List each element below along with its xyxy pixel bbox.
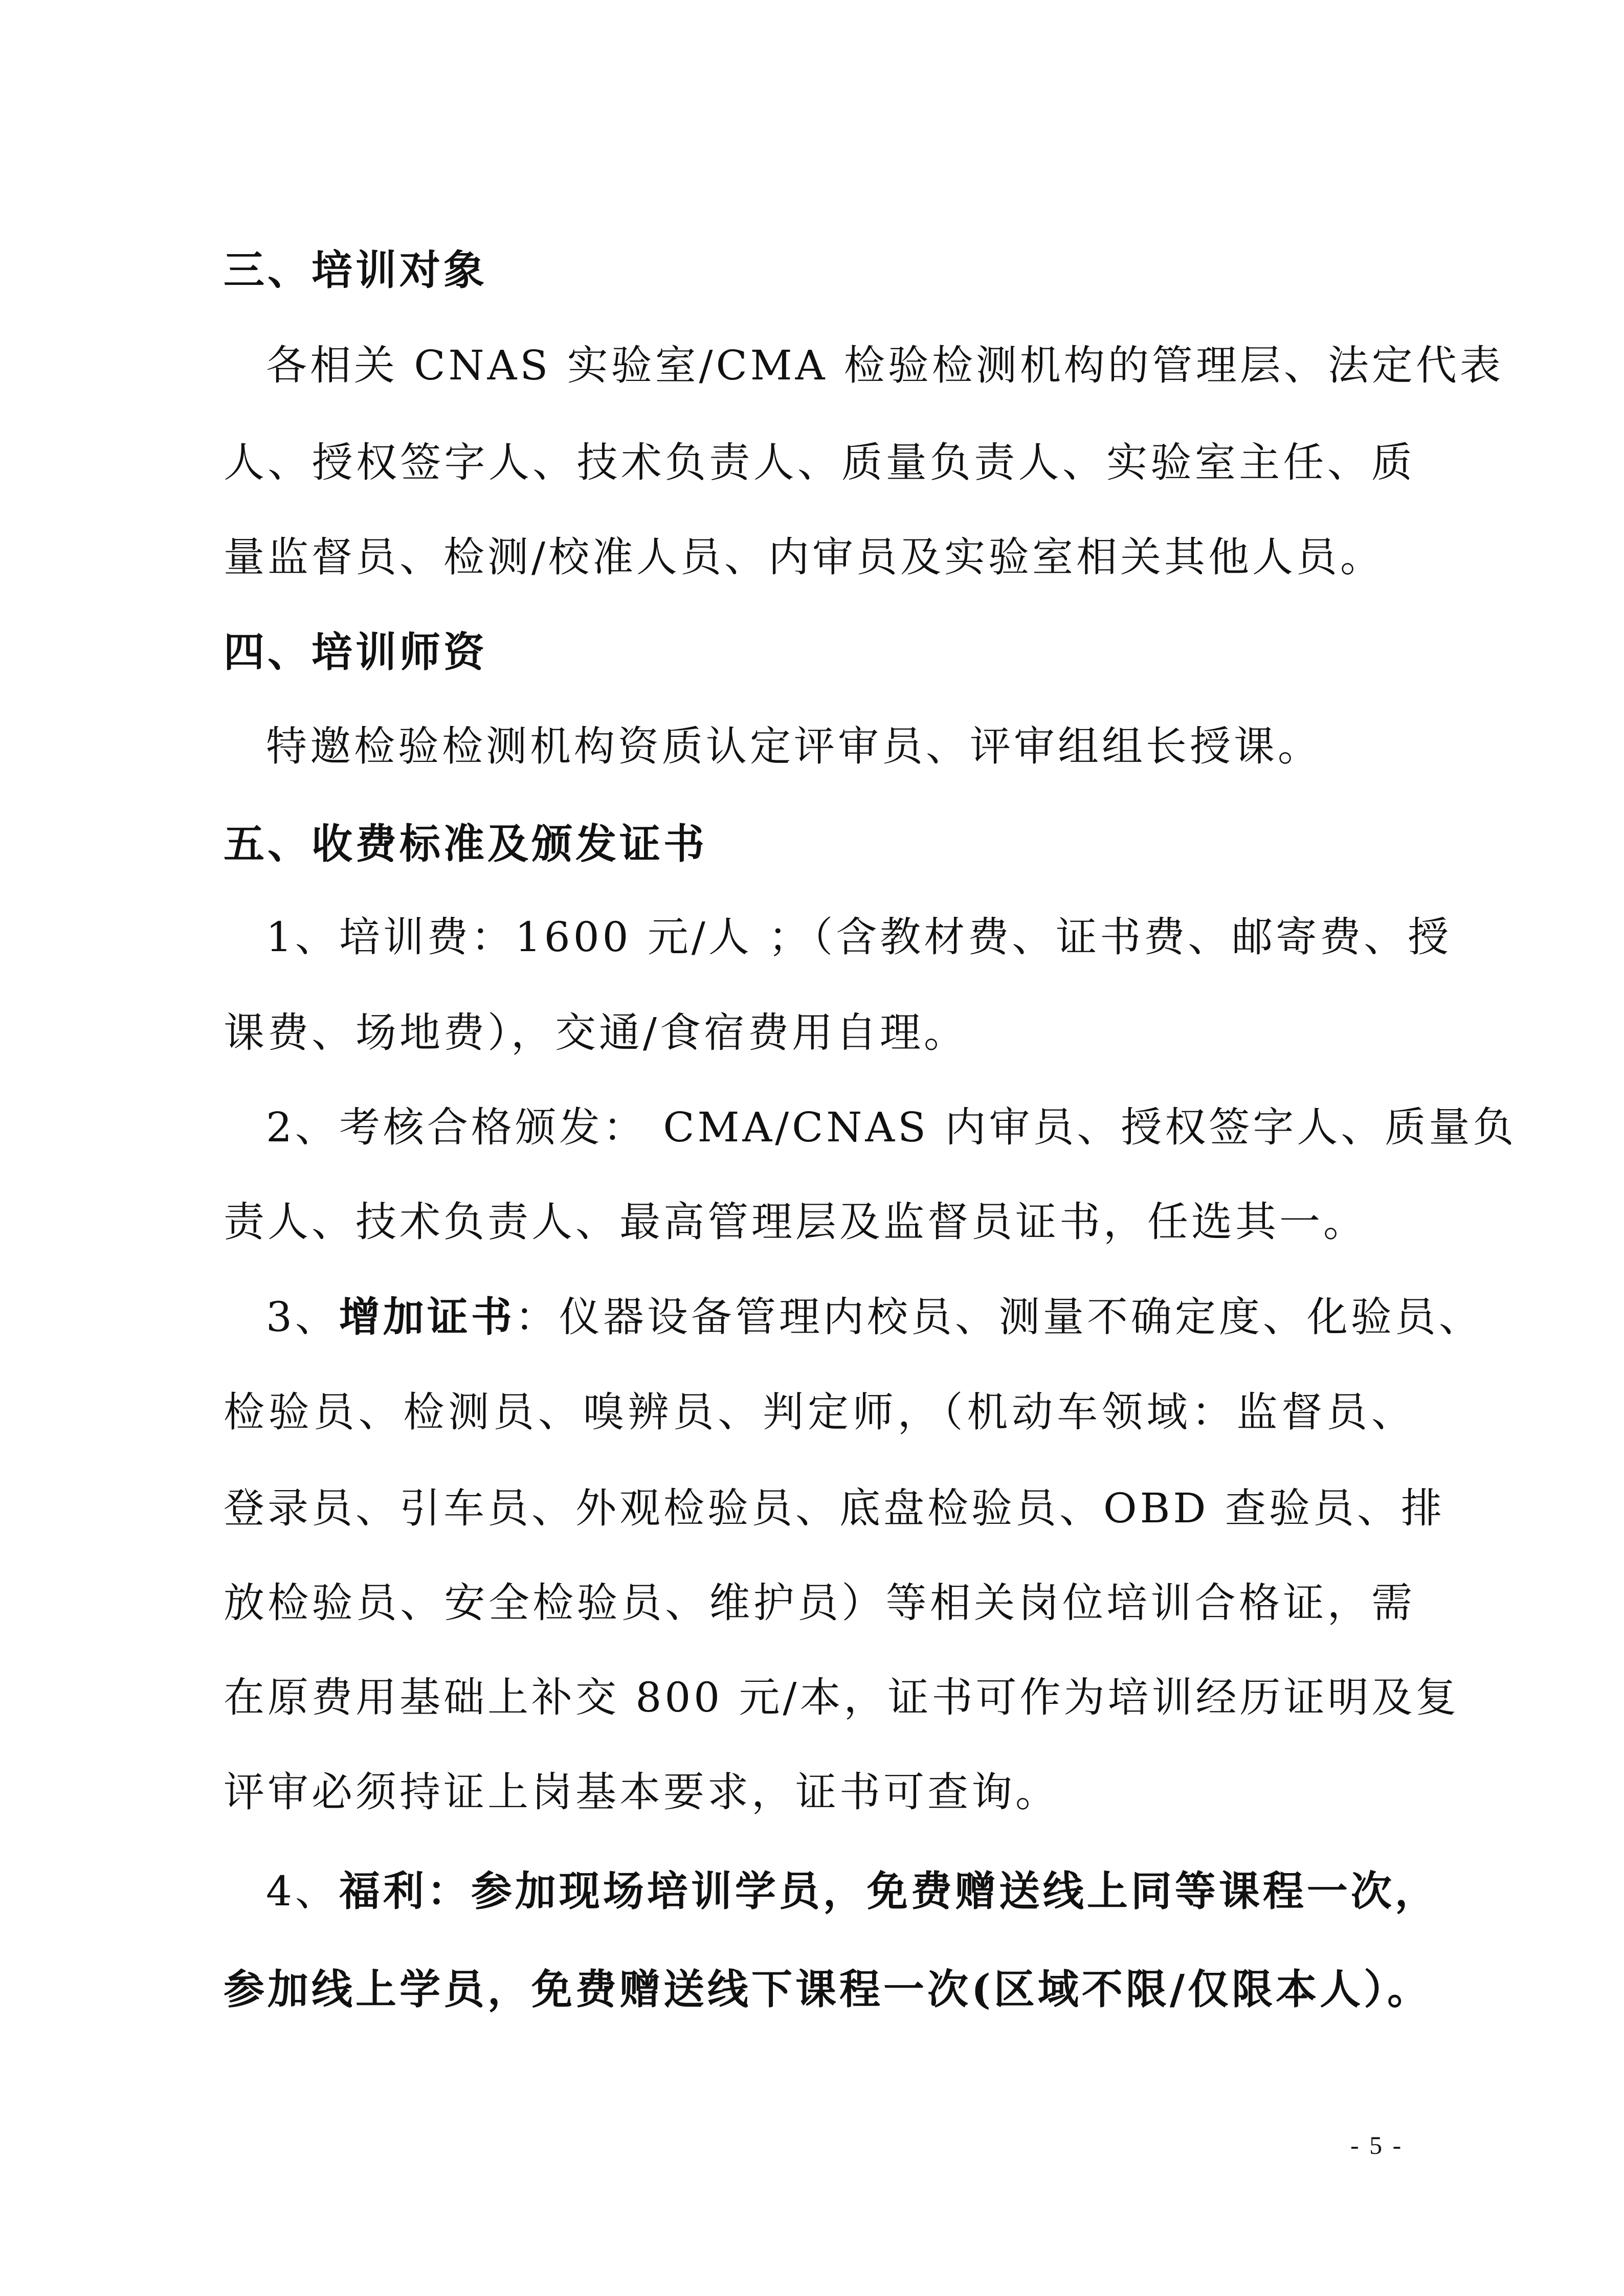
section-3-line-3: 量监督员、检测/校准人员、内审员及实验室相关其他人员。 — [224, 533, 1384, 581]
extra-certificate-prefix: 3、 — [266, 1293, 339, 1341]
benefit-text: 福利：参加现场培训学员，免费赠送线上同等课程一次， — [339, 1867, 1439, 1915]
benefit-line-1 — [266, 1865, 1439, 1917]
extra-certificate-label: 增加证书 — [339, 1293, 515, 1341]
extra-certificate-line-5: 在原费用基础上补交 800 元/本，证书可作为培训经历证明及复 — [224, 1674, 1460, 1721]
extra-certificate-line-6: 评审必须持证上岗基本要求，证书可查询。 — [224, 1768, 1059, 1816]
fee-line-2: 课费、场地费），交通/食宿费用自理。 — [224, 1009, 968, 1056]
section-4-heading: 四、培训师资 — [224, 628, 487, 676]
fee-line-1: 1、培训费：1600 元/人 ；（含教材费、证书费、邮寄费、授 — [266, 913, 1452, 961]
benefit-line-2: 参加线上学员，免费赠送线下课程一次(区域不限/仅限本人）。 — [224, 1965, 1432, 2013]
benefit-prefix: 4、 — [266, 1867, 339, 1915]
section-3-heading: 三、培训对象 — [224, 246, 487, 294]
extra-certificate-line-1 — [266, 1291, 1483, 1343]
section-4-line-1: 特邀检验检测机构资质认定评审员、评审组组长授课。 — [266, 723, 1322, 770]
certificate-line-2: 责人、技术负责人、最高管理层及监督员证书，任选其一。 — [224, 1198, 1367, 1246]
section-3-line-1: 各相关 CNAS 实验室/CMA 检验检测机构的管理层、法定代表 — [266, 342, 1504, 389]
page-number: - 5 - — [1350, 2131, 1404, 2159]
extra-certificate-line-2: 检验员、检测员、嗅辨员、判定师，（机动车领域：监督员、 — [224, 1388, 1415, 1436]
certificate-line-1: 2、考核合格颁发： CMA/CNAS 内审员、授权签字人、质量负 — [266, 1104, 1517, 1151]
extra-certificate-rest: ：仪器设备管理内校员、测量不确定度、化验员、 — [515, 1293, 1483, 1341]
section-3-line-2: 人、授权签字人、技术负责人、质量负责人、实验室主任、质 — [224, 439, 1415, 486]
section-5-heading: 五、收费标准及颁发证书 — [224, 820, 707, 868]
extra-certificate-line-4: 放检验员、安全检验员、维护员）等相关岗位培训合格证，需 — [224, 1579, 1415, 1627]
extra-certificate-line-3: 登录员、引车员、外观检验员、底盘检验员、OBD 查验员、排 — [224, 1484, 1445, 1532]
